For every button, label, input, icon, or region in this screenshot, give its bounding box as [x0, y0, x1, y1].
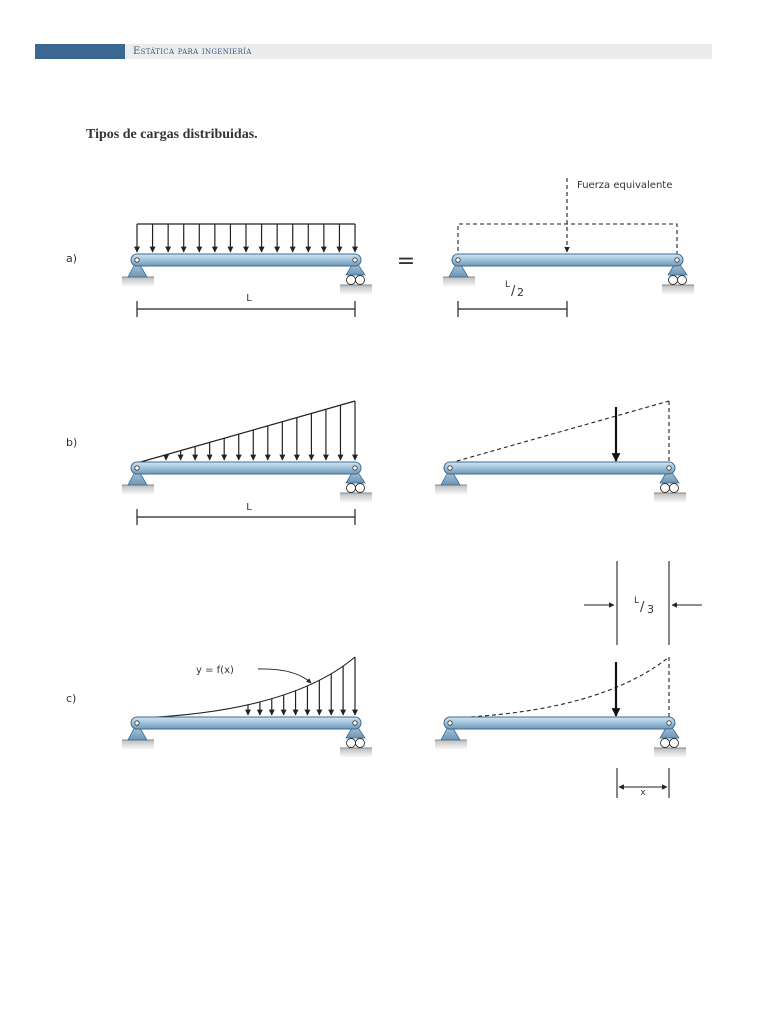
fraction-slash: /	[511, 284, 516, 299]
ground-pad	[122, 485, 154, 495]
function-label: y = f(x)	[196, 665, 234, 676]
ground-pad	[435, 740, 467, 750]
length-label-a: L	[246, 293, 252, 304]
pin	[135, 466, 139, 470]
ground-pad	[122, 277, 154, 287]
third-length-denominator: 3	[647, 603, 654, 616]
roller-wheel	[661, 484, 670, 493]
beam-body	[131, 717, 361, 729]
beam-body	[452, 254, 683, 266]
load-arrows-curved	[248, 657, 355, 715]
pin	[667, 721, 671, 725]
pin	[675, 258, 679, 262]
beam	[122, 254, 372, 295]
row-a-left-beam	[137, 224, 355, 252]
half-length-denominator: 2	[517, 286, 524, 299]
row-label-b: b)	[66, 436, 78, 449]
dimension-line-half	[458, 301, 567, 317]
row-b-right-beam	[450, 401, 669, 465]
roller-wheel	[356, 484, 365, 493]
row-b-left-beam	[137, 401, 355, 463]
beam-body	[131, 462, 361, 474]
equals-sign: =	[396, 249, 416, 274]
beam-body	[444, 717, 675, 729]
load-arrows-uniform	[137, 224, 355, 252]
section-title: Tipos de cargas distribuidas.	[86, 127, 258, 142]
pin	[353, 721, 357, 725]
roller-wheel	[670, 484, 679, 493]
beam	[435, 462, 686, 503]
equivalent-force-label: Fuerza equivalente	[577, 180, 673, 191]
ground-pad	[662, 285, 694, 295]
pin	[667, 466, 671, 470]
beam-body	[444, 462, 675, 474]
row-c-left-beam	[137, 657, 355, 718]
ground-pad	[340, 285, 372, 295]
ground-pad	[122, 740, 154, 750]
roller-wheel	[678, 276, 687, 285]
beam	[122, 717, 372, 758]
x-distance-label: x	[640, 788, 646, 798]
pin	[456, 258, 460, 262]
roller-wheel	[669, 276, 678, 285]
length-label-b: L	[246, 502, 252, 513]
ground-pad	[340, 493, 372, 503]
pin	[135, 721, 139, 725]
function-pointer-arrow	[258, 669, 311, 683]
beam-body	[131, 254, 361, 266]
fraction-slash-c: /	[640, 600, 645, 615]
beam	[435, 717, 686, 758]
row-c-right-beam	[450, 657, 669, 720]
roller-wheel	[356, 276, 365, 285]
pin	[448, 466, 452, 470]
ground-pad	[654, 493, 686, 503]
beam	[122, 462, 372, 503]
ground-pad	[340, 748, 372, 758]
curved-load-outline	[450, 657, 669, 718]
roller-wheel	[347, 276, 356, 285]
roller-wheel	[356, 739, 365, 748]
triangular-load-outline	[450, 401, 669, 463]
pin	[448, 721, 452, 725]
ground-pad	[435, 485, 467, 495]
header-title: Estática para ingeniería	[133, 46, 252, 57]
row-label-a: a)	[66, 252, 78, 265]
curved-load-line	[137, 657, 355, 718]
roller-wheel	[347, 484, 356, 493]
pin	[353, 258, 357, 262]
half-length-numerator: L	[505, 280, 511, 290]
third-length-numerator: L	[634, 596, 640, 606]
roller-wheel	[661, 739, 670, 748]
load-arrows-triangular	[166, 401, 355, 460]
roller-wheel	[670, 739, 679, 748]
ground-pad	[654, 748, 686, 758]
roller-wheel	[347, 739, 356, 748]
triangular-load-line	[137, 401, 355, 463]
pin	[353, 466, 357, 470]
beam	[443, 254, 694, 295]
row-label-c: c)	[66, 692, 77, 705]
pin	[135, 258, 139, 262]
ground-pad	[443, 277, 475, 287]
